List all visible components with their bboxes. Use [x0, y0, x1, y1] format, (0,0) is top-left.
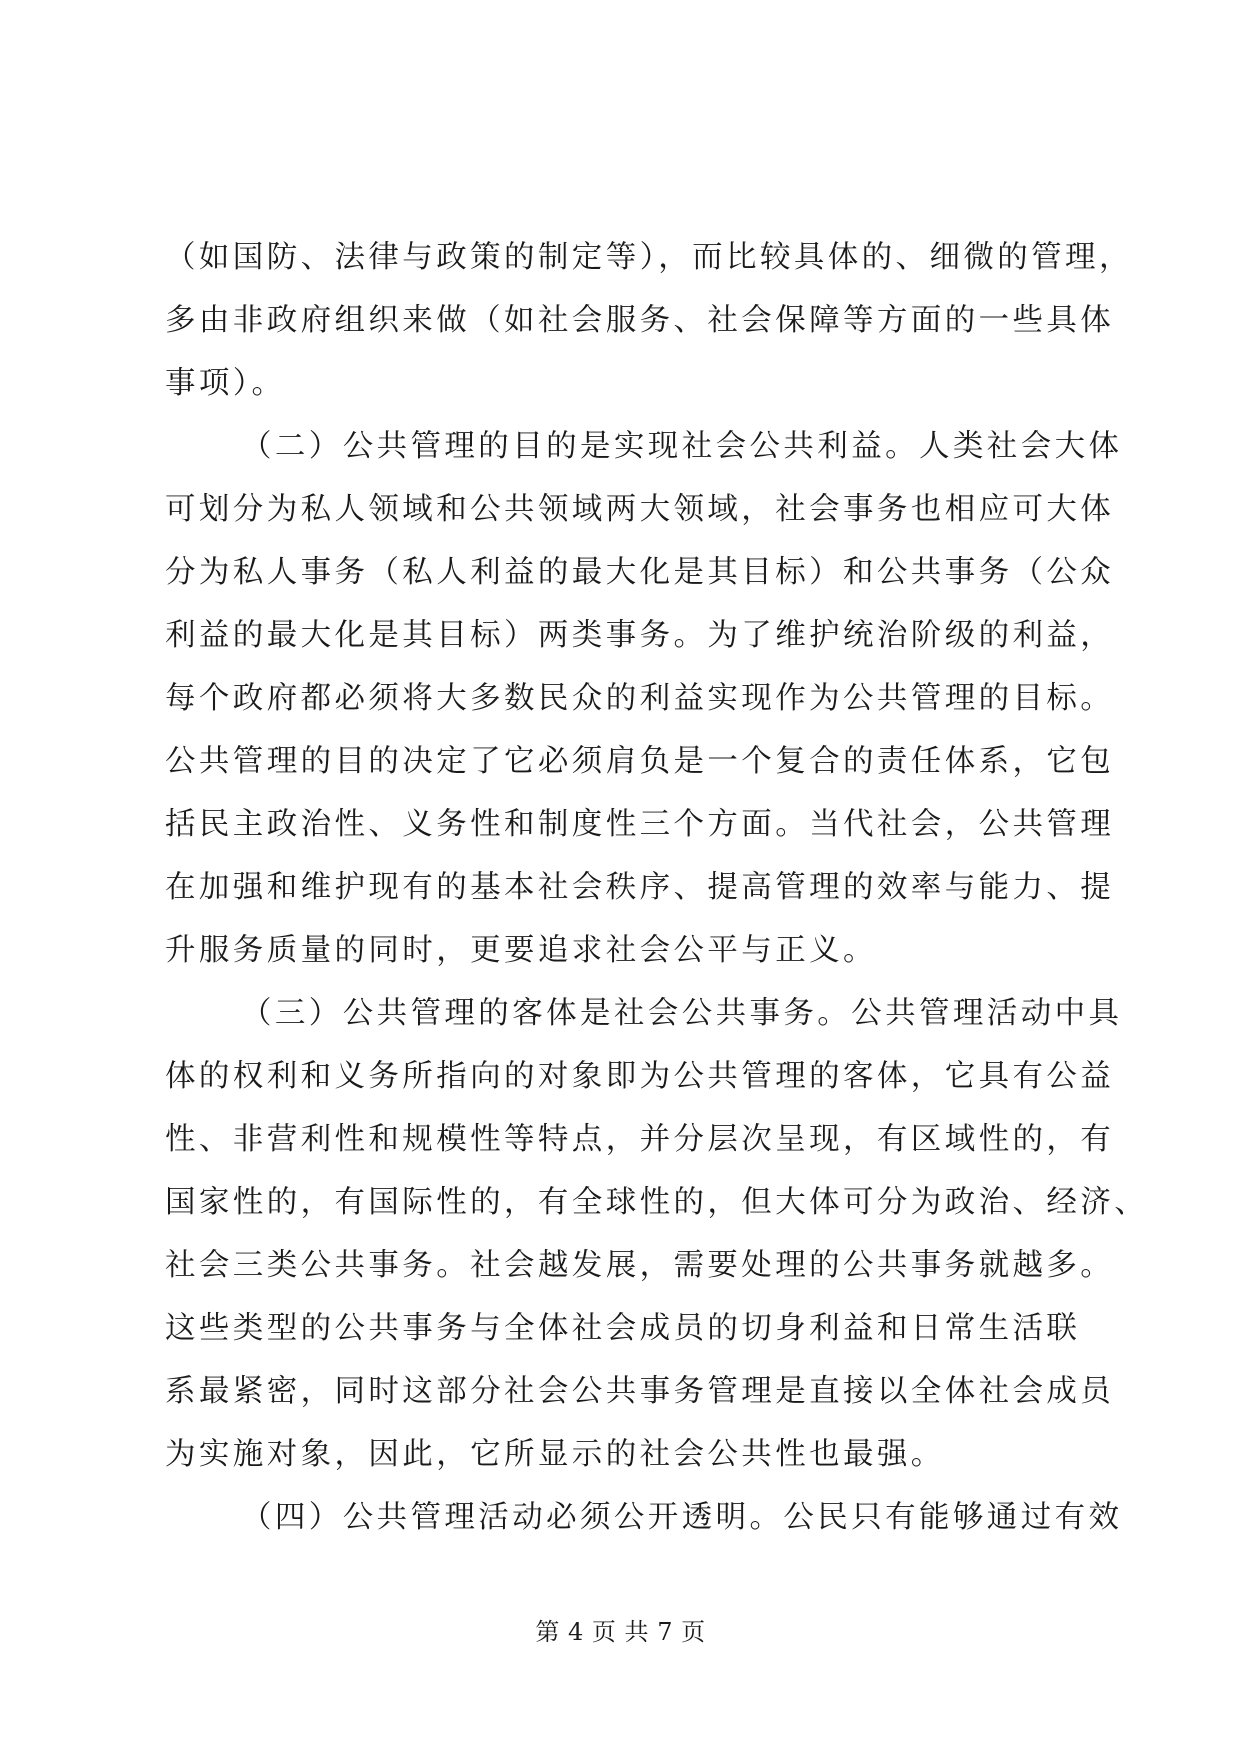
text-line: 系最紧密，同时这部分社会公共事务管理是直接以全体社会成员 — [165, 1374, 1115, 1409]
text-line: 这些类型的公共事务与全体社会成员的切身利益和日常生活联 — [165, 1311, 1081, 1346]
paragraph-start-line: （三）公共管理的客体是社会公共事务。公共管理活动中具 — [241, 996, 1123, 1031]
text-line: 事项）。 — [165, 366, 286, 401]
paragraph-start-line: （四）公共管理活动必须公开透明。公民只有能够通过有效 — [241, 1500, 1123, 1535]
text-line: 多由非政府组织来做（如社会服务、社会保障等方面的一些具体 — [165, 303, 1115, 338]
paragraph-start-line: （二）公共管理的目的是实现社会公共利益。人类社会大体 — [241, 429, 1123, 464]
text-line: 国家性的，有国际性的，有全球性的，但大体可分为政治、经济、 — [165, 1185, 1149, 1220]
text-line: 每个政府都必须将大多数民众的利益实现作为公共管理的目标。 — [165, 681, 1115, 716]
text-line: 可划分为私人领域和公共领域两大领域，社会事务也相应可大体 — [165, 492, 1115, 527]
text-line: 在加强和维护现有的基本社会秩序、提高管理的效率与能力、提 — [165, 870, 1115, 905]
text-line: 为实施对象，因此，它所显示的社会公共性也最强。 — [165, 1437, 945, 1472]
text-line: （如国防、法律与政策的制定等），而比较具体的、细微的管理， — [165, 240, 1133, 275]
text-line: 性、非营利性和规模性等特点，并分层次呈现，有区域性的，有 — [165, 1122, 1115, 1157]
page-footer: 第 4 页 共 7 页 — [535, 1618, 706, 1646]
document-body — [165, 226, 1149, 1549]
text-line: 利益的最大化是其目标）两类事务。为了维护统治阶级的利益， — [165, 618, 1115, 653]
text-line: 公共管理的目的决定了它必须肩负是一个复合的责任体系，它包 — [165, 744, 1115, 779]
text-line: 括民主政治性、义务性和制度性三个方面。当代社会，公共管理 — [165, 807, 1115, 842]
text-line: 体的权利和义务所指向的对象即为公共管理的客体，它具有公益 — [165, 1059, 1115, 1094]
text-line: 升服务质量的同时，更要追求社会公平与正义。 — [165, 933, 877, 968]
text-line: 分为私人事务（私人利益的最大化是其目标）和公共事务（公众 — [165, 555, 1115, 590]
text-line: 社会三类公共事务。社会越发展，需要处理的公共事务就越多。 — [165, 1248, 1115, 1283]
